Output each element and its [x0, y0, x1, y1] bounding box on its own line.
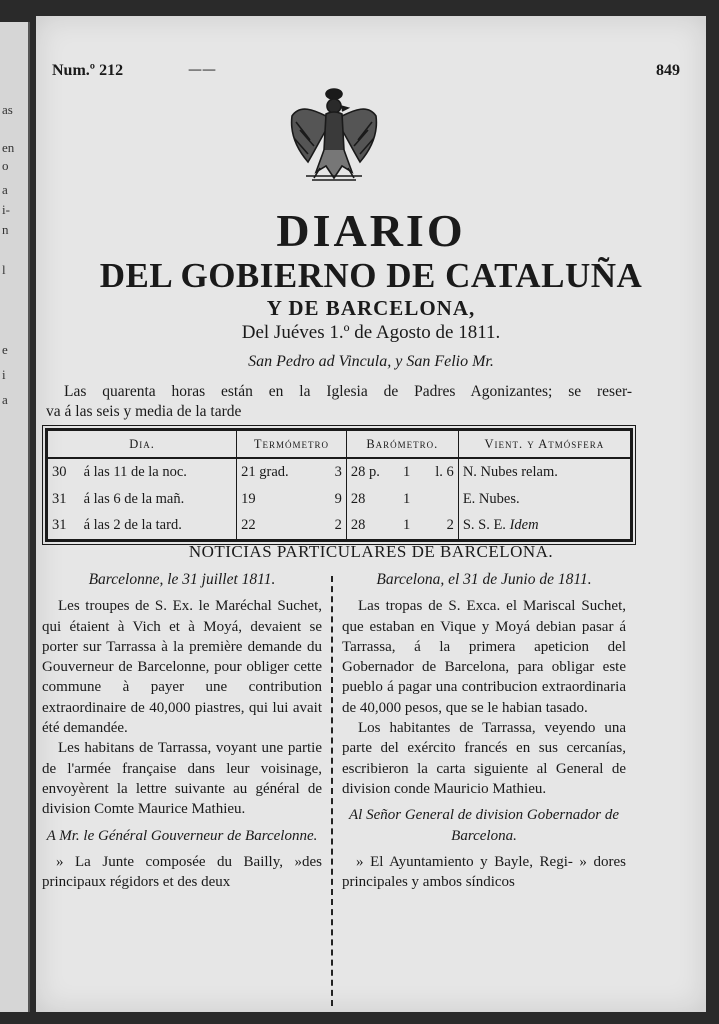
weather-temp: 21 grad.	[241, 463, 289, 480]
weather-wind-note: Idem	[509, 517, 539, 534]
column-divider	[331, 576, 333, 1006]
left-fragment: en	[2, 140, 15, 155]
french-dateline: Barcelonne, le 31 juillet 1811.	[88, 571, 276, 588]
french-address: A Mr. le Général Gouverneur de Barcelonne.	[46, 827, 318, 844]
issue-number: Num.º 212	[52, 62, 124, 79]
weather-time: á las 6 de la mañ.	[80, 486, 237, 513]
left-fragment: l	[2, 262, 6, 277]
forty-hours-notice	[46, 382, 632, 422]
left-fragment: e	[2, 342, 8, 357]
weather-table	[45, 428, 633, 542]
weather-temp-frac: 3	[322, 458, 346, 486]
masthead-subtitle2: Y DE BARCELONA,	[266, 296, 476, 320]
weather-header-day: Dia.	[48, 431, 237, 458]
weather-baro: 28 p.	[350, 463, 380, 480]
weather-time: á las 11 de la noc.	[80, 458, 237, 486]
weather-header-wind: Vient. y Atmósfera	[458, 431, 630, 458]
forty-hours-line2: va á las seis y media de la tarde	[46, 403, 242, 420]
weather-day: 31	[52, 517, 67, 534]
spanish-address: Al Señor General de division Gobernador de Barcelona.	[349, 807, 619, 844]
weather-day: 31	[52, 490, 67, 507]
weather-baro-a: 1	[402, 517, 411, 534]
spanish-paragraph-2: Los habitantes de Tarrassa, veyendo una parte del exército francés en sus cercanías, escribieron la carta siguiente al General de division conde Mauricio Mathieu.	[342, 720, 626, 797]
newspaper-page	[36, 16, 706, 1012]
weather-baro: 28	[350, 517, 366, 534]
left-fragment: a	[2, 392, 8, 407]
masthead-subtitle: DEL GOBIERNO DE CATALUÑA	[99, 256, 643, 295]
weather-wind: S. S. E.	[462, 517, 506, 534]
weather-row	[48, 512, 630, 539]
weather-header-thermometer: Termómetro	[237, 431, 347, 458]
french-paragraph-2: Les habitans de Tarrassa, voyant une partie de l'armée française dans leur voisinage, envoyèrent la lettre suivante au général de division Comte Maurice Mathieu.	[42, 740, 322, 818]
spanish-column	[342, 570, 626, 892]
adjacent-page-edge	[0, 22, 30, 1012]
section-title: NOTICIAS PARTICULARES DE BARCELONA.	[188, 542, 554, 561]
weather-temp: 22	[241, 517, 256, 534]
weather-baro-b: 2	[420, 512, 458, 539]
eagle-emblem-icon	[286, 80, 382, 194]
page-number: 849	[656, 62, 680, 79]
french-column	[42, 570, 322, 892]
weather-row	[48, 458, 630, 486]
issue-date: Del Juéves 1.º de Agosto de 1811.	[241, 322, 501, 343]
weather-temp-frac: 9	[322, 486, 346, 513]
spanish-paragraph-1: Las tropas de S. Exca. el Mariscal Suchet, que estaban en Vique y Moyá debian pasar á Tarrassa, á la primera apeticion del Gobernador de Barcelona, para obligar este pueblo á pagar una contribucion extraordinaria de 40,000 pesos, que se le habian tasado.	[342, 598, 626, 716]
left-fragment: n	[2, 222, 9, 237]
left-fragment: o	[2, 158, 9, 173]
french-paragraph-1: Les troupes de S. Ex. le Maréchal Suchet, qui étaient à Vich et à Moyá, devaient se porter sur Tarrassa à la première demande du Gouverneur de Barcelonne, pour obliger cette commune à payer une contribution extraordinaire de 40,000 piastres, qui lui avait été demandée.	[42, 598, 322, 737]
weather-baro: 28	[350, 490, 366, 507]
spanish-dateline: Barcelona, el 31 de Junio de 1811.	[376, 571, 592, 588]
masthead-title: DIARIO	[276, 205, 466, 256]
weather-time: á las 2 de la tard.	[80, 512, 237, 539]
french-letter-start: » La Junte composée du Bailly, »des principaux régidors et des deux	[42, 853, 322, 891]
left-fragment: a	[2, 182, 8, 197]
left-fragment: i-	[2, 202, 10, 217]
weather-baro-b: l. 6	[420, 458, 458, 486]
weather-wind: N. Nubes relam.	[462, 463, 558, 480]
weather-wind-cell	[458, 512, 630, 539]
weather-header-barometer: Barómetro.	[346, 431, 458, 458]
weather-temp: 19	[241, 490, 256, 507]
forty-hours-line1: Las quarenta horas están en la Iglesia de Padres Agonizantes; se reser-	[64, 383, 632, 400]
weather-row	[48, 486, 630, 513]
weather-day: 30	[52, 463, 67, 480]
left-fragment: i	[2, 367, 6, 382]
header-dash: ——	[188, 62, 216, 78]
weather-temp-frac: 2	[322, 512, 346, 539]
weather-baro-a: 1	[402, 490, 411, 507]
weather-baro-a: 1	[402, 463, 411, 480]
left-fragment: as	[2, 102, 13, 117]
saints-of-the-day: San Pedro ad Vincula, y San Felio Mr.	[248, 353, 494, 370]
spanish-letter-start: » El Ayuntamiento y Bayle, Regi- » dores principales y ambos síndicos	[342, 853, 626, 891]
weather-baro-b	[420, 486, 458, 513]
weather-wind: E. Nubes.	[462, 490, 520, 507]
